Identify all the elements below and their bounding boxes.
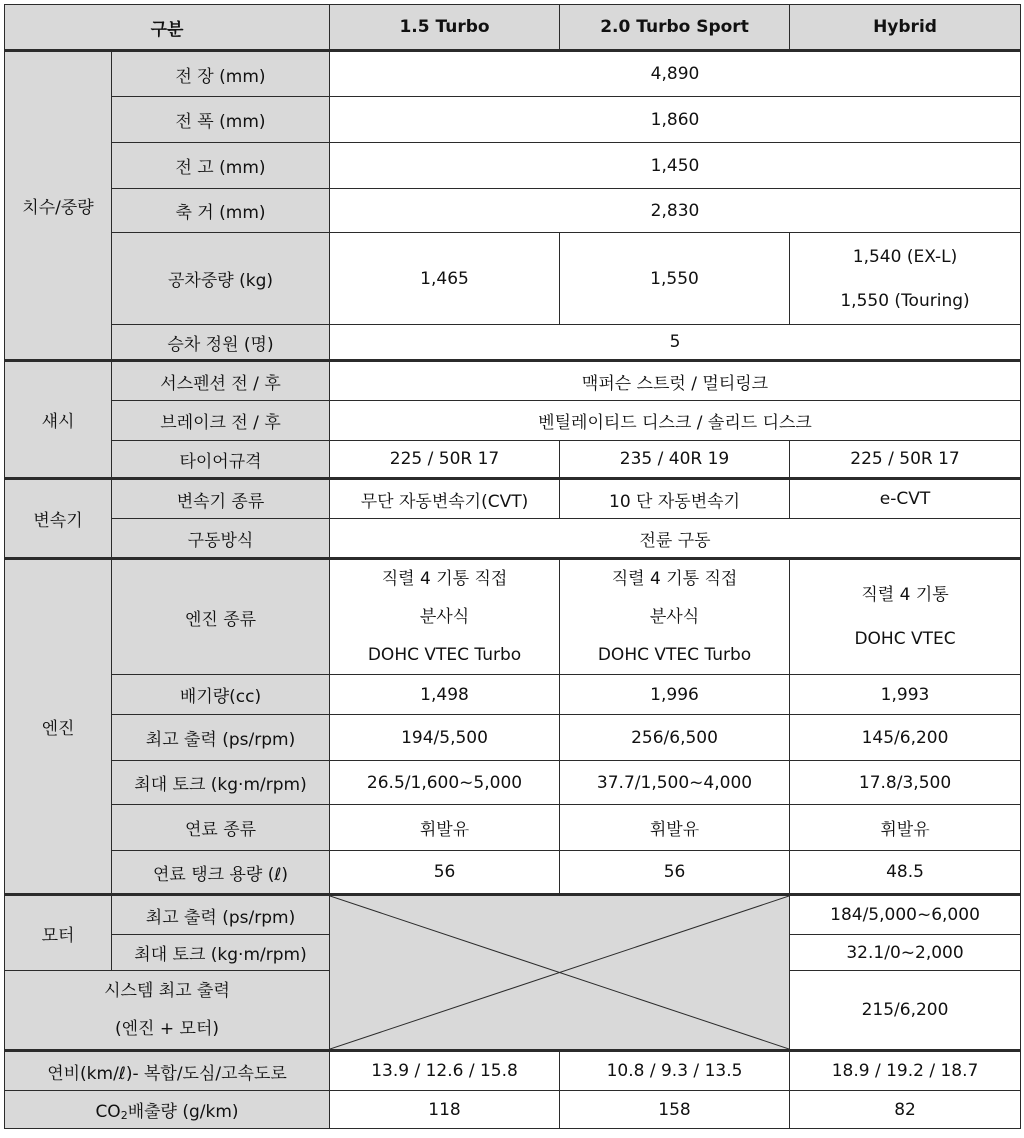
table-row: [5, 851, 1021, 895]
value-engine-type-hybrid: [790, 559, 1021, 675]
value-tire-hybrid: 225 / 50R 17: [790, 441, 1021, 479]
value-curb-weight-2-0: 1,550: [560, 233, 790, 325]
not-applicable-crossed-cell: [330, 895, 790, 1051]
curb-weight-hybrid-touring: 1,550 (Touring): [840, 290, 970, 311]
table-row: [5, 97, 1021, 143]
value-engine-torque-hybrid: 17.8/3,500: [790, 761, 1021, 805]
group-chassis: 섀시: [5, 361, 112, 479]
row-label-fuel-type: 연료 종류: [112, 805, 330, 851]
table-row: [5, 519, 1021, 559]
table-row: [5, 441, 1021, 479]
row-label-suspension: 서스펜션 전 / 후: [112, 361, 330, 401]
value-engine-power-hybrid: 145/6,200: [790, 715, 1021, 761]
header-category: 구분: [5, 5, 330, 51]
table-row: [5, 715, 1021, 761]
value-co2-2-0: 158: [560, 1091, 790, 1129]
header-1-5-turbo: 1.5 Turbo: [330, 5, 560, 51]
value-displacement-2-0: 1,996: [560, 675, 790, 715]
value-fuel-economy-2-0: 10.8 / 9.3 / 13.5: [560, 1051, 790, 1091]
value-length: 4,890: [330, 51, 1021, 97]
row-label-height: 전 고 (mm): [112, 143, 330, 189]
table-row: [5, 325, 1021, 361]
value-motor-power-hybrid: 184/5,000~6,000: [790, 895, 1021, 935]
row-label-transmission-type: 변속기 종류: [112, 479, 330, 519]
table-row: [5, 143, 1021, 189]
spec-table: [4, 4, 1021, 1129]
value-displacement-hybrid: 1,993: [790, 675, 1021, 715]
co2-label-main: CO: [95, 1102, 121, 1122]
row-label-curb-weight: 공차중량 (kg): [112, 233, 330, 325]
value-system-power-hybrid: 215/6,200: [790, 971, 1021, 1051]
row-label-seating: 승차 정원 (명): [112, 325, 330, 361]
group-dimensions: 치수/중량: [5, 51, 112, 361]
row-label-motor-torque: 최대 토크 (kg·m/rpm): [112, 935, 330, 971]
row-label-engine-torque: 최대 토크 (kg·m/rpm): [112, 761, 330, 805]
value-motor-torque-hybrid: 32.1/0~2,000: [790, 935, 1021, 971]
curb-weight-hybrid-ex-l: 1,540 (EX-L): [852, 246, 958, 267]
value-width: 1,860: [330, 97, 1021, 143]
value-tire-1-5: 225 / 50R 17: [330, 441, 560, 479]
header-hybrid: Hybrid: [790, 5, 1021, 51]
value-co2-hybrid: 82: [790, 1091, 1021, 1129]
row-label-width: 전 폭 (mm): [112, 97, 330, 143]
system-power-label-line2: (엔진 + 모터): [115, 1019, 220, 1039]
table-row: [5, 479, 1021, 519]
value-transmission-1-5: 무단 자동변속기(CVT): [330, 479, 560, 519]
value-fuel-tank-1-5: 56: [330, 851, 560, 895]
group-engine: 엔진: [5, 559, 112, 895]
value-brake: 벤틸레이티드 디스크 / 솔리드 디스크: [330, 401, 1021, 441]
value-fuel-tank-hybrid: 48.5: [790, 851, 1021, 895]
row-label-engine-power: 최고 출력 (ps/rpm): [112, 715, 330, 761]
cross-lines-icon: [330, 896, 789, 1049]
row-label-wheelbase: 축 거 (mm): [112, 189, 330, 233]
row-label-tire: 타이어규격: [112, 441, 330, 479]
header-row: [5, 5, 1021, 51]
row-label-co2: [5, 1091, 330, 1129]
value-engine-power-2-0: 256/6,500: [560, 715, 790, 761]
table-row: [5, 675, 1021, 715]
value-engine-type-1-5: [330, 559, 560, 675]
value-suspension: 맥퍼슨 스트럿 / 멀티링크: [330, 361, 1021, 401]
co2-label-sub: 2: [120, 1109, 128, 1122]
engine-type-hybrid-line2: DOHC VTEC: [854, 629, 956, 649]
table-row: [5, 761, 1021, 805]
value-wheelbase: 2,830: [330, 189, 1021, 233]
value-fuel-economy-hybrid: 18.9 / 19.2 / 18.7: [790, 1051, 1021, 1091]
table-row: [5, 233, 1021, 325]
value-engine-type-2-0: [560, 559, 790, 675]
engine-type-1-5-line1: 직렬 4 기통 직접: [381, 569, 508, 589]
value-fuel-tank-2-0: 56: [560, 851, 790, 895]
engine-type-2-0-line1: 직렬 4 기통 직접: [611, 569, 738, 589]
value-engine-torque-2-0: 37.7/1,500~4,000: [560, 761, 790, 805]
value-engine-power-1-5: 194/5,500: [330, 715, 560, 761]
engine-type-2-0-line3: DOHC VTEC Turbo: [597, 645, 752, 665]
table-row: [5, 361, 1021, 401]
table-row: [5, 51, 1021, 97]
value-fuel-type-1-5: 휘발유: [330, 805, 560, 851]
row-label-engine-type: 엔진 종류: [112, 559, 330, 675]
row-label-brake: 브레이크 전 / 후: [112, 401, 330, 441]
group-transmission: 변속기: [5, 479, 112, 559]
engine-type-2-0-line2: 분사식: [649, 607, 700, 627]
engine-type-1-5-line3: DOHC VTEC Turbo: [367, 645, 522, 665]
row-label-system-power: [5, 971, 330, 1051]
value-fuel-economy-1-5: 13.9 / 12.6 / 15.8: [330, 1051, 560, 1091]
value-fuel-type-hybrid: 휘발유: [790, 805, 1021, 851]
row-label-length: 전 장 (mm): [112, 51, 330, 97]
table-row: [5, 805, 1021, 851]
row-label-fuel-tank: 연료 탱크 용량 (ℓ): [112, 851, 330, 895]
row-label-motor-power: 최고 출력 (ps/rpm): [112, 895, 330, 935]
row-label-displacement: 배기량(cc): [112, 675, 330, 715]
table-row: [5, 401, 1021, 441]
engine-type-hybrid-line1: 직렬 4 기통: [861, 585, 949, 605]
value-engine-torque-1-5: 26.5/1,600~5,000: [330, 761, 560, 805]
engine-type-1-5-line2: 분사식: [419, 607, 470, 627]
group-motor: 모터: [5, 895, 112, 971]
value-co2-1-5: 118: [330, 1091, 560, 1129]
table-row: [5, 1091, 1021, 1129]
value-transmission-2-0: 10 단 자동변속기: [560, 479, 790, 519]
value-curb-weight-hybrid: [790, 233, 1021, 325]
value-fuel-type-2-0: 휘발유: [560, 805, 790, 851]
value-displacement-1-5: 1,498: [330, 675, 560, 715]
value-transmission-hybrid: e-CVT: [790, 479, 1021, 519]
table-row: [5, 559, 1021, 675]
value-height: 1,450: [330, 143, 1021, 189]
row-label-fuel-economy: 연비(km/ℓ)- 복합/도심/고속도로: [5, 1051, 330, 1091]
table-row: [5, 1051, 1021, 1091]
header-2-0-turbo-sport: 2.0 Turbo Sport: [560, 5, 790, 51]
system-power-label-line1: 시스템 최고 출력: [104, 981, 230, 1001]
value-tire-2-0: 235 / 40R 19: [560, 441, 790, 479]
value-curb-weight-1-5: 1,465: [330, 233, 560, 325]
table-row: [5, 895, 1021, 935]
value-drive: 전륜 구동: [330, 519, 1021, 559]
table-row: [5, 189, 1021, 233]
value-seating: 5: [330, 325, 1021, 361]
co2-label-rest: 배출량 (g/km): [127, 1102, 239, 1122]
row-label-drive: 구동방식: [112, 519, 330, 559]
